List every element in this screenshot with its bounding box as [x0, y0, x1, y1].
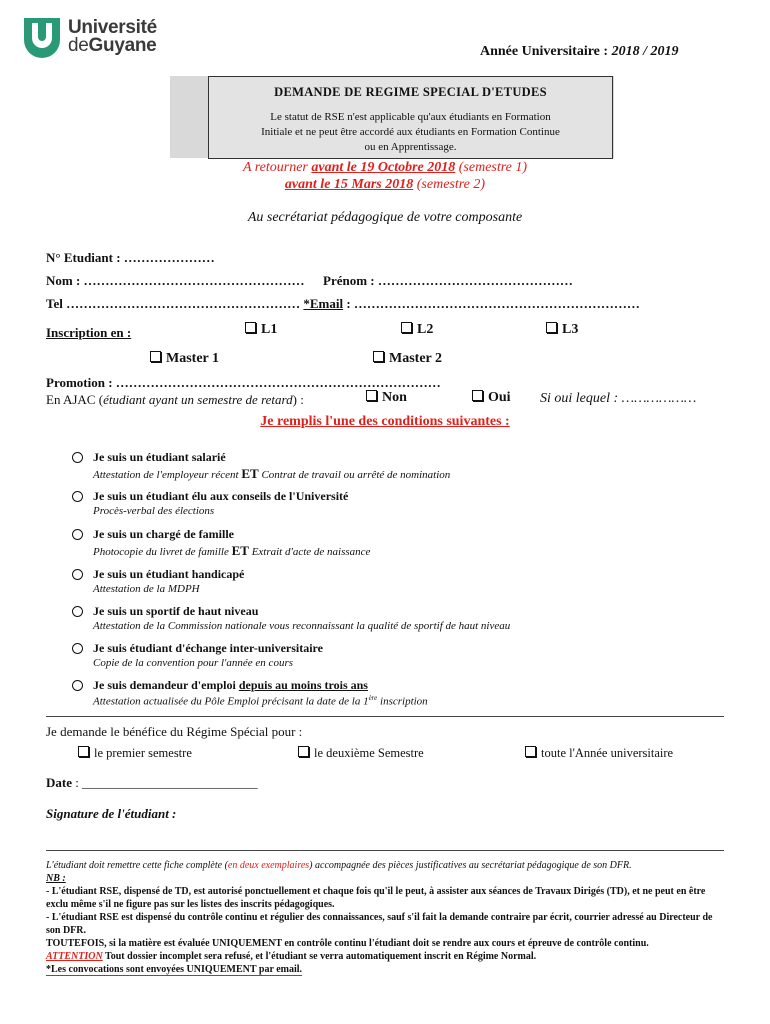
condition-subtitle: Copie de la convention pour l'année en cours	[93, 657, 294, 669]
box-line-1: Le statut de RSE n'est applicable qu'aux étudiants en Formation	[270, 111, 551, 123]
footer-p3: - L'étudiant RSE est dispensé du contrôle continu et régulier des connaissances, sauf s'il fait la demande contraire par écrit, courrier adressé au Directeur de son DFR.	[46, 912, 713, 936]
condition-subtitle: Attestation actualisée du Pôle Emploi précisant la date de la 1ère inscription	[93, 694, 428, 708]
logo-line2-prefix: de	[68, 35, 89, 56]
divider	[46, 716, 724, 717]
regime-3-checkbox[interactable]	[525, 746, 536, 757]
condition-title: Je suis un étudiant handicapé	[93, 567, 245, 581]
regime-1-label: le premier semestre	[94, 746, 192, 760]
footer-p2: - L'étudiant RSE, dispensé de TD, est autorisé ponctuellement et chaque fois qu'il le peut, à assister aux séances de Travaux Dirigés (TD), et ne peut en être exclu même s'il ne figure pas sur les listes des inscrits pédagogiques.	[46, 886, 706, 910]
condition-subtitle: Attestation de la Commission nationale vous reconnaissant la qualité de sportif de haut niveau	[93, 620, 511, 632]
master1-option[interactable]	[150, 351, 219, 367]
regime-option-2[interactable]	[298, 746, 424, 761]
box-line-3: ou en Apprentissage.	[364, 141, 457, 153]
divider	[46, 850, 724, 851]
student-number-field[interactable]: N° Etudiant : …………………	[46, 250, 215, 265]
l3-checkbox[interactable]	[546, 322, 557, 333]
last-name-field[interactable]: Nom : ……………………………………………	[46, 273, 305, 288]
ajac-non-option[interactable]	[366, 390, 407, 406]
conditions-title: Je remplis l'une des conditions suivantes :	[260, 414, 510, 429]
promotion-field[interactable]: Promotion : …………………………………………………………………	[46, 375, 441, 390]
radio-circle-icon[interactable]	[72, 569, 83, 580]
return-date-2: avant le 15 Mars 2018	[284, 177, 414, 192]
l2-option[interactable]	[401, 322, 433, 338]
return-date-1: avant le 19 Octobre 2018	[311, 160, 456, 175]
l2-label: L2	[417, 322, 434, 337]
regime-1-checkbox[interactable]	[78, 746, 89, 757]
secretariat-line: Au secrétariat pédagogique de votre composante	[247, 210, 523, 225]
master1-checkbox[interactable]	[150, 351, 161, 362]
regime-2-label: le deuxième Semestre	[314, 746, 424, 760]
master1-label: Master 1	[166, 351, 219, 366]
radio-circle-icon[interactable]	[72, 491, 83, 502]
ajac-italic: étudiant ayant un semestre de retard	[103, 392, 293, 407]
ajac-prefix: En AJAC (	[46, 392, 104, 407]
condition-title: Je suis étudiant d'échange inter-universitaire	[93, 641, 323, 655]
oui-checkbox[interactable]	[472, 390, 483, 401]
l2-checkbox[interactable]	[401, 322, 412, 333]
box-line-2: Initiale et ne peut être accordé aux étudiants en Formation Continue	[261, 126, 560, 138]
first-name-field[interactable]: Prénom : ………………………………………	[323, 273, 573, 288]
condition-subtitle: Photocopie du livret de famille ET Extrait d'acte de naissance	[93, 543, 371, 558]
radio-circle-icon[interactable]	[72, 529, 83, 540]
condition-title: Je suis un étudiant salarié	[93, 450, 226, 464]
regime-intro: Je demande le bénéfice du Régime Spécial pour :	[46, 724, 303, 739]
signature-label: Signature de l'étudiant :	[46, 806, 177, 821]
condition-title: Je suis un étudiant élu aux conseils de l'Université	[93, 489, 349, 503]
ajac-suffix: ) :	[292, 392, 304, 407]
footer-p6: *Les convocations sont envoyées UNIQUEMENT par email.	[46, 964, 303, 975]
non-label: Non	[382, 390, 407, 405]
return-sem-2: (semestre 2)	[416, 177, 486, 192]
l1-label: L1	[261, 322, 278, 337]
condition-subtitle: Attestation de l'employeur récent ET Contrat de travail ou arrêté de nomination	[93, 466, 451, 481]
logo-line2: Guyane	[88, 35, 157, 56]
master2-label: Master 2	[389, 351, 442, 366]
email-field[interactable]: : …………………………………………………………	[343, 296, 640, 311]
ajac-oui-option[interactable]	[472, 390, 511, 406]
radio-circle-icon[interactable]	[72, 643, 83, 654]
regime-option-1[interactable]	[78, 746, 192, 761]
condition-title: Je suis un sportif de haut niveau	[93, 604, 259, 618]
ajac-row	[46, 392, 304, 408]
regime-2-checkbox[interactable]	[298, 746, 309, 757]
condition-subtitle: Attestation de la MDPH	[93, 583, 200, 595]
radio-circle-icon[interactable]	[72, 680, 83, 691]
logo-mark-icon	[22, 16, 62, 60]
year-value: 2018 / 2019	[611, 44, 679, 59]
footer-p4: TOUTEFOIS, si la matière est évaluée UNIQUEMENT en contrôle continu l'étudiant doit se rendre aux cours et épreuve de contrôle continu.	[46, 938, 649, 949]
master2-option[interactable]	[373, 351, 442, 367]
date-field[interactable]: : ___________________________	[72, 775, 258, 790]
inscription-label: Inscription en :	[46, 325, 132, 340]
condition-title: Je suis un chargé de famille	[93, 527, 234, 541]
condition-title: Je suis demandeur d'emploi depuis au moins trois ans	[93, 678, 368, 692]
date-row	[46, 775, 258, 791]
non-checkbox[interactable]	[366, 390, 377, 401]
radio-circle-icon[interactable]	[72, 452, 83, 463]
nb-label: NB :	[46, 873, 66, 884]
footer-p1: L'étudiant doit remettre cette fiche complète (en deux exemplaires) accompagnée des pièces justificatives au secrétariat pédagogique de son DFR.	[46, 860, 632, 871]
oui-label: Oui	[488, 390, 511, 405]
return-line-1	[0, 160, 770, 176]
l1-option[interactable]	[245, 322, 277, 338]
return-sem-1: (semestre 1)	[458, 160, 528, 175]
phone-field[interactable]: Tel ………………………………………………	[46, 296, 304, 311]
footer-p5: ATTENTION Tout dossier incomplet sera refusé, et l'étudiant se verra automatiquement inscrit en Régime Normal.	[46, 951, 537, 962]
return-line-2	[0, 177, 770, 193]
footer-notes	[46, 859, 724, 976]
return-prefix: A retourner	[242, 160, 308, 175]
phone-email-row	[46, 296, 640, 312]
lequel-field[interactable]: Si oui lequel : ………………	[540, 391, 697, 406]
academic-year	[480, 44, 678, 60]
date-label: Date	[46, 775, 72, 790]
universite-guyane-logo	[22, 14, 172, 62]
l1-checkbox[interactable]	[245, 322, 256, 333]
regime-3-label: toute l'Année universitaire	[541, 746, 674, 760]
year-label: Année Universitaire :	[480, 44, 609, 59]
email-label: *Email	[303, 296, 344, 311]
condition-subtitle: Procès-verbal des élections	[93, 505, 215, 517]
l3-option[interactable]	[546, 322, 578, 338]
radio-circle-icon[interactable]	[72, 606, 83, 617]
logo-line1: Université	[68, 17, 157, 38]
title-box	[208, 76, 613, 159]
master2-checkbox[interactable]	[373, 351, 384, 362]
l3-label: L3	[562, 322, 579, 337]
form-title: DEMANDE DE REGIME SPECIAL D'ETUDES	[274, 85, 547, 99]
regime-option-3[interactable]	[525, 746, 673, 761]
